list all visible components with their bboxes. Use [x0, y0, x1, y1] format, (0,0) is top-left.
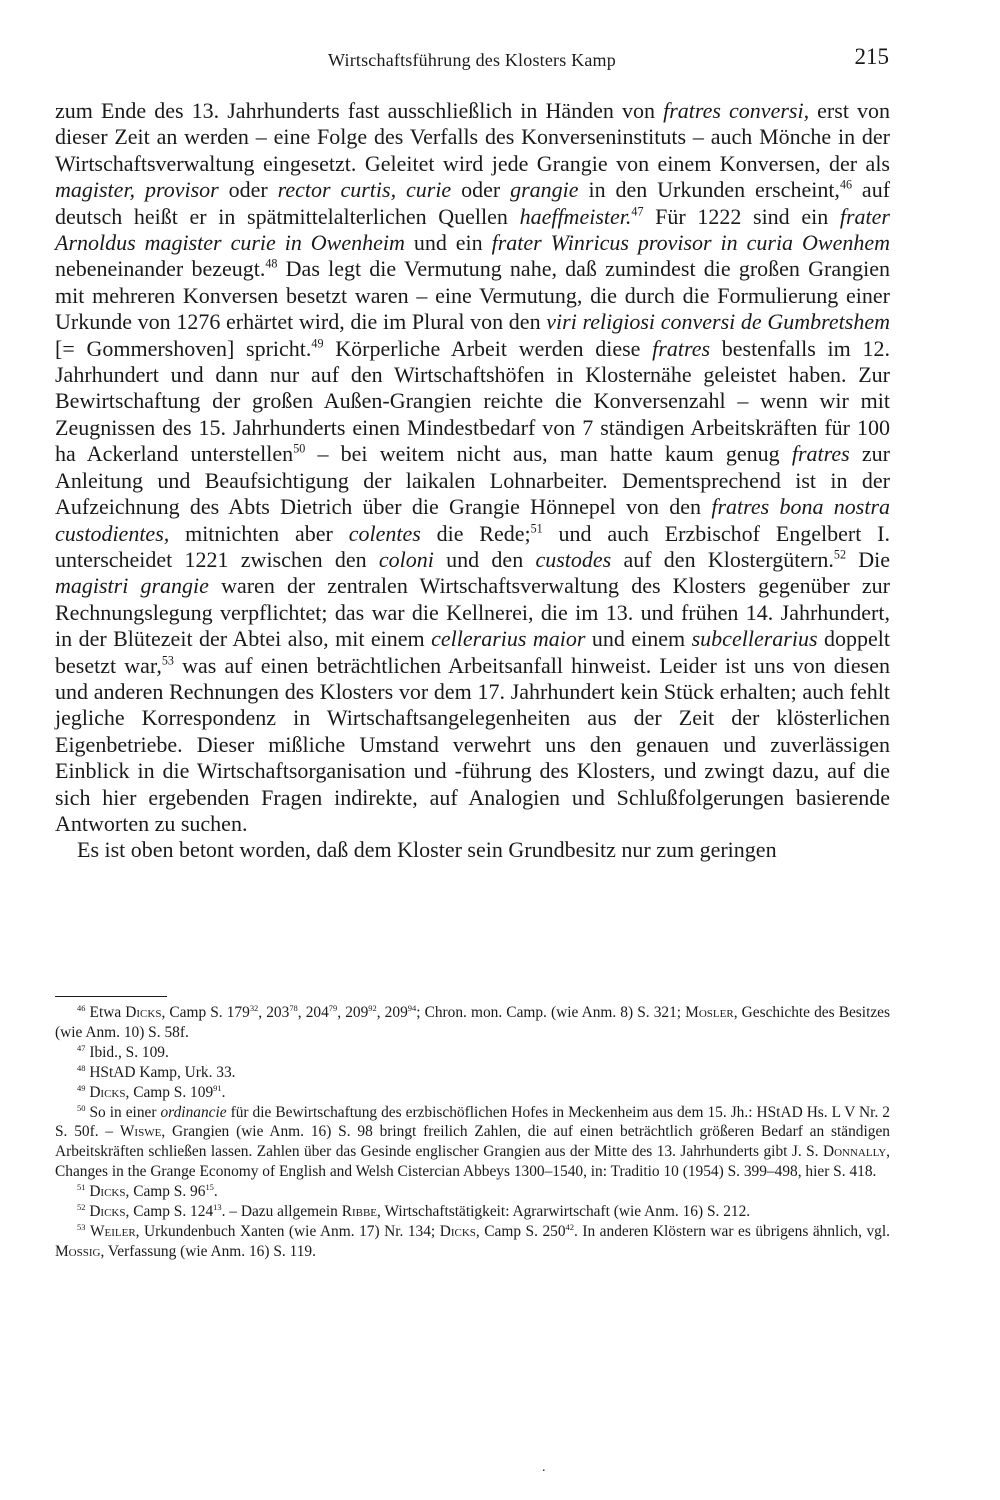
footnote-number: 52	[77, 1201, 86, 1212]
footnote-number: 49	[77, 1082, 86, 1093]
footnote-ref[interactable]: 48	[265, 257, 278, 272]
page-mark: .	[542, 1460, 546, 1475]
running-head	[55, 44, 889, 74]
footnotes	[55, 1003, 890, 1262]
footnote-number: 48	[77, 1062, 86, 1073]
footnote-53: $^{53}$ Weiler, Urkundenbuch Xanten (wie Anm. 17) Nr. 134; Dicks, Camp S. $250^{42}$. In anderen Klöstern war es übrigens ähnlich, vgl. Mossig, Verfassung (wie Anm. 16) S. 119.	[55, 1221, 890, 1260]
footnote-separator	[55, 996, 167, 997]
paragraph: zum Ende des 13. Jahrhunderts fast ausschließlich in Händen von fratres conversi, erst von dieser Zeit an werden – eine Folge des Verfalls des Konverseninstituts – auch Mönche in der Wirtschaftsverwaltung eingesetzt. Geleitet wird jede Grangie von einem Konversen, der als magister, provisor oder rector curtis, curie oder grangie in den Urkunden erscheint,$^{46}$ auf deutsch heißt er in spätmittelalterlichen Quellen haeffmeister.$^{47}$ Für 1222 sind ein frater Arnoldus magister curie in Owenheim und ein frater Winricus provisor in curia Owenhem nebeneinander bezeugt.$^{48}$ Das legt die Vermutung nahe, daß zumindest die großen Grangien mit mehreren Konversen besetzt waren – eine Vermutung, die durch die Formulierung einer Urkunde von 1276 erhärtet wird, die im Plural von den viri religiosi conversi de Gumbretshem [= Gommershoven] spricht.$^{49}$ Körperliche Arbeit werden diese fratres bestenfalls im 12. Jahrhundert und dann nur auf den Wirtschaftshöfen in Klosternähe geleistet haben. Zur Bewirtschaftung der großen Außen-Grangien reichte die Konversenzahl – wenn wir mit Zeugnissen des 15. Jahrhunderts einen Mindestbedarf von 7 ständigen Arbeitskräften für 100 ha Ackerland unterstellen$^{50}$ – bei weitem nicht aus, man hatte kaum genug fratres zur Anleitung und Beaufsichtigung der laikalen Lohnarbeiter. Dementsprechend ist in der Aufzeichnung des Abts Dietrich über die Grangie Hönnepel von den fratres bona nostra custodientes, mitnichten aber colentes die Rede;$^{51}$ und auch Erzbischof Engelbert I. unterscheidet 1221 zwischen den coloni und den custodes auf den Klostergütern.$^{52}$ Die magistri grangie waren der zentralen Wirtschaftsverwaltung des Klosters gegenüber zur Rechnungslegung verpflichtet; das war die Kellnerei, die im 13. und frühen 14. Jahrhundert, in der Blütezeit der Abtei also, mit einem cellerarius maior und einem subcellerarius doppelt besetzt war,$^{53}$ was auf einen beträchtlichen Arbeitsanfall hinweist. Leider ist uns von diesen und anderen Rechnungen des Klosters vor dem 17. Jahrhundert kein Stück erhalten; auch fehlt jegliche Korrespondenz in Wirtschaftsangelegenheiten aus der Zeit der klösterlichen Eigenbetriebe. Dieser mißliche Umstand verwehrt uns den genauen und zuverlässigen Einblick in die Wirtschaftsorganisation und -führung des Klosters, und zwingt dazu, auf die sich hier ergebenden Fragen indirekte, auf Analogien und Schlußfolgerungen basierende Antworten zu suchen.	[55, 98, 891, 836]
footnote-number: 51	[77, 1182, 86, 1193]
footnote-51: $^{51}$ Dicks, Camp S. $96^{15}$.	[77, 1182, 218, 1201]
footnote-ref[interactable]: 46	[839, 177, 853, 192]
running-title: Wirtschaftsführung des Klosters Kamp	[328, 50, 616, 70]
footnote-ref[interactable]: 51	[530, 521, 543, 536]
footnote-ref[interactable]: 47	[631, 204, 644, 219]
footnote-ref[interactable]: 53	[161, 653, 174, 668]
footnote-46: $^{46}$ Etwa Dicks, Camp S. $179^{32}$, $203^{78}$, $204^{79}$, $209^{92}$, $209^{94}$; Chron. mon. Camp. (wie Anm. 8) S. 321; Mosler, Geschichte des Besitzes (wie Anm. 10) S. 58f.	[55, 1002, 890, 1041]
footnote-number: 50	[77, 1102, 86, 1113]
footnote-ref[interactable]: 50	[293, 441, 306, 456]
paragraph: Es ist oben betont worden, daß dem Kloster sein Grundbesitz nur zum geringen	[77, 837, 777, 863]
footnote-number: 47	[77, 1042, 86, 1053]
footnote-52: $^{52}$ Dicks, Camp S. $124^{13}$. – Dazu allgemein Ribbe, Wirtschaftstätigkeit: Agrarwirtschaft (wie Anm. 16) S. 212.	[77, 1201, 751, 1221]
footnote-49: $^{49}$ Dicks, Camp S. $109^{91}$.	[77, 1082, 226, 1101]
page-number: 215	[854, 44, 889, 69]
footnote-48: $^{48}$ HStAD Kamp, Urk. 33.	[77, 1062, 236, 1081]
footnote-number: 46	[77, 1002, 86, 1013]
footnote-ref[interactable]: 52	[833, 547, 846, 562]
body-text	[55, 98, 890, 864]
footnote-number: 53	[77, 1221, 86, 1232]
footnote-47: $^{47}$ Ibid., S. 109.	[77, 1042, 169, 1061]
footnote-50: $^{50}$ So in einer ordinancie für die Bewirtschaftung des erzbischöflichen Hofes in Meckenheim aus dem 15. Jh.: HStAD Hs. L V Nr. 2 S. 50f. – Wiswe, Grangien (wie Anm. 16) S. 98 bringt freilich Zahlen, die auf einen beträchtlich größeren Bedarf an ständigen Arbeitskräften schließen lassen. Zahlen über das Gesinde englischer Grangien aus der Mitte des 13. Jahrhunderts gibt J. S. Donnally, Changes in the Grange Economy of English and Welsh Cistercian Abbeys 1300–1540, in: Traditio 10 (1954) S. 399–498, hier S. 418.	[55, 1102, 890, 1181]
footnote-ref[interactable]: 49	[311, 336, 324, 351]
